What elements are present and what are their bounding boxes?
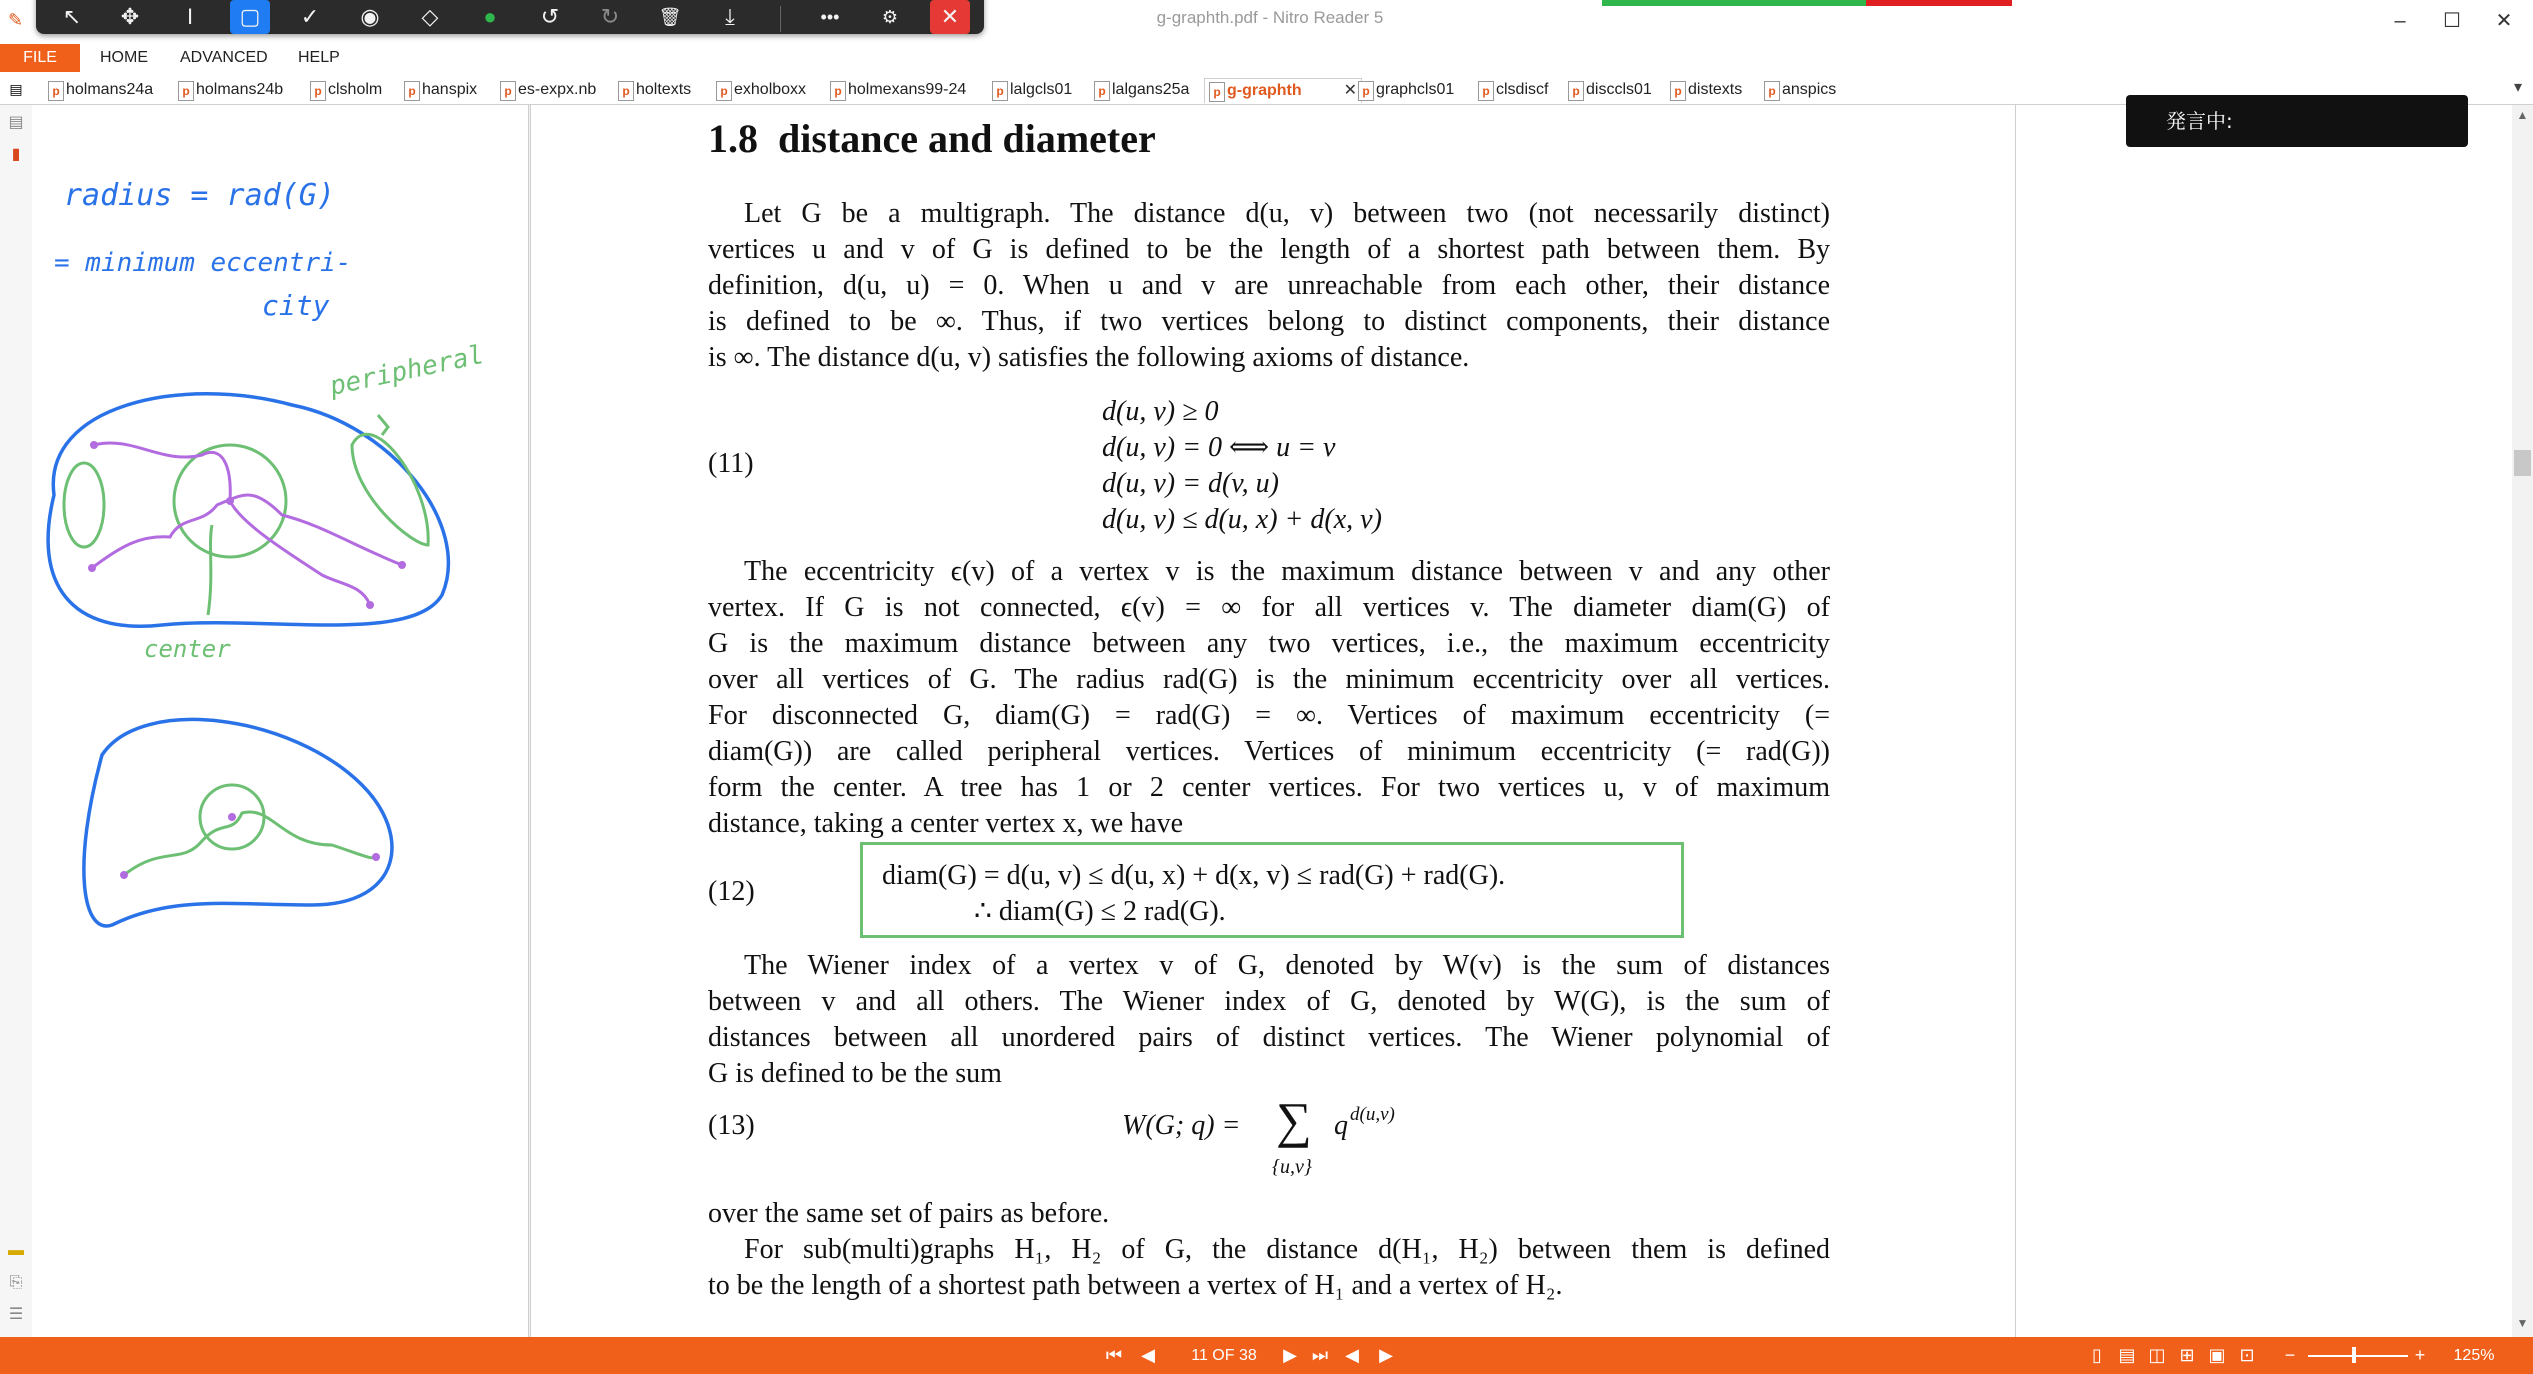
summation-subscript: {u,v} — [1272, 1156, 1312, 1178]
rectangle-tool-icon[interactable]: ▢ — [230, 0, 270, 34]
text-line: definition, d(u, u) = 0. When u and v are unreachable from each other, their distance — [708, 270, 1830, 301]
scroll-up-icon[interactable]: ▲ — [2516, 108, 2529, 122]
tab-clsholm[interactable] — [306, 78, 382, 102]
text-line: between v and all others. The Wiener index of G, denoted by W(G), is the sum of — [708, 986, 1830, 1017]
text-line: over the same set of pairs as before. — [708, 1198, 1110, 1229]
pdf-file-icon: p — [404, 81, 420, 101]
handwritten-sketch — [32, 105, 528, 1337]
equation-13-term: q — [1334, 1110, 1348, 1141]
text-line: The Wiener index of a vertex v of G, denoted by W(v) is the sum of distances — [744, 950, 1830, 981]
text-line: The eccentricity ϵ(v) of a vertex v is the maximum distance between v and any other — [744, 556, 1830, 587]
path-purple-2 — [94, 443, 230, 501]
text-line: distance, taking a center vertex x, we have — [708, 808, 1184, 839]
note-min-ecc-text: = minimum eccentri- — [54, 248, 352, 278]
peripheral-circle-right — [352, 434, 428, 545]
equation-line: ∴ diam(G) ≤ 2 rad(G). — [974, 896, 1226, 927]
tab-label: anspics — [1782, 81, 1837, 98]
minimize-button[interactable]: – — [2394, 10, 2406, 32]
tab-list-chevron-icon[interactable]: ▾ — [2513, 79, 2523, 96]
annotation-toolbar — [36, 0, 984, 34]
pdf-file-icon: p — [618, 81, 634, 101]
pages-panel-icon[interactable]: ▤ — [9, 81, 23, 97]
pdf-file-icon: p — [1478, 81, 1494, 101]
section-heading — [708, 115, 1156, 162]
tab-disccls01[interactable] — [1564, 78, 1652, 102]
tab-label: holmexans99-24 — [848, 81, 967, 98]
section-title: distance and diameter — [778, 116, 1156, 161]
pdf-file-icon: p — [716, 81, 732, 101]
settings-tool-icon[interactable]: ⚙ — [881, 7, 899, 27]
tab-label: es-expx.nb — [518, 81, 597, 98]
equation-13-exponent: d(u,v) — [1350, 1104, 1395, 1125]
text-line: form the center. A tree has 1 or 2 center vertices. For two vertices u, v of maximum — [708, 772, 1830, 803]
tab-label: graphcls01 — [1376, 81, 1455, 98]
bookmarks-icon[interactable]: ▮ — [11, 146, 21, 163]
check-tool-icon[interactable]: ✓ — [300, 4, 320, 29]
tab-distexts[interactable] — [1666, 78, 1742, 102]
text-line: diam(G)) are called peripheral vertices. Vertices of minimum eccentricity (= rad(G)) — [708, 736, 1830, 767]
tab-label: lalgcls01 — [1010, 81, 1073, 98]
section-number: 1.8 — [708, 116, 758, 161]
menu-help[interactable]: HELP — [298, 49, 340, 66]
equation-13-lhs: W(G; q) = — [1122, 1110, 1241, 1141]
note-center-text: center — [144, 635, 231, 663]
equation-11 — [1102, 394, 1382, 538]
fit-width-icon[interactable]: ⊡ — [2239, 1345, 2255, 1365]
vertex-dot — [226, 497, 234, 505]
close-window-button[interactable]: ✕ — [2495, 10, 2513, 32]
maximize-button[interactable]: ☐ — [2443, 10, 2461, 32]
vertical-scrollbar[interactable] — [2512, 105, 2533, 1337]
menu-advanced[interactable]: ADVANCED — [180, 49, 268, 66]
paragraph-closing — [708, 1196, 1830, 1304]
summation-symbol: ∑ — [1276, 1092, 1312, 1148]
tab-label: exholboxx — [734, 81, 807, 98]
two-page-continuous-icon[interactable]: ⊞ — [2179, 1345, 2195, 1365]
text-line: to be the length of a shortest path between a vertex of H₁ and a vertex of H₂. — [708, 1270, 1563, 1301]
equation-number-13: (13) — [708, 1110, 755, 1141]
progress-red-bar — [1866, 0, 2012, 6]
status-bar — [0, 1337, 2533, 1374]
equation-number-12: (12) — [708, 876, 755, 907]
pan-tool-icon[interactable]: ✥ — [120, 4, 140, 29]
last-page-icon[interactable]: ⏭ — [1311, 1345, 1329, 1365]
note-peripheral-text: peripheral — [327, 339, 487, 402]
pdf-file-icon: p — [1764, 81, 1780, 101]
zoom-out-icon[interactable]: − — [2284, 1345, 2296, 1365]
tab-lalgcls01[interactable] — [988, 78, 1072, 102]
equation-number-11: (11) — [708, 448, 754, 479]
equation-12 — [882, 858, 1505, 930]
back-view-icon[interactable]: ◀ — [1345, 1345, 1359, 1365]
page-indicator[interactable]: 11 OF 38 — [1191, 1347, 1257, 1364]
tab-label: distexts — [1688, 81, 1743, 98]
menu-home[interactable]: HOME — [100, 49, 148, 66]
scroll-down-icon[interactable]: ▼ — [2516, 1316, 2529, 1330]
toolbar-divider — [780, 6, 781, 32]
pdf-file-icon: p — [992, 81, 1008, 101]
menu-bar — [0, 44, 2533, 72]
left-side-rail — [0, 105, 33, 1337]
equation-line: diam(G) = d(u, v) ≤ d(u, x) + d(x, v) ≤ rad(G) + rad(G). — [882, 860, 1506, 891]
menu-file[interactable]: FILE — [0, 44, 80, 72]
note-city-text: city — [262, 289, 330, 322]
text-line: For sub(multi)graphs H₁, H₂ of G, the distance d(H₁, H₂) between them is defined — [744, 1234, 1830, 1265]
next-page-icon[interactable]: ▶ — [1283, 1345, 1297, 1365]
fit-page-icon[interactable]: ▣ — [2208, 1345, 2226, 1365]
tab-exholboxx[interactable] — [712, 78, 806, 102]
pointer-tool-icon[interactable]: ↖ — [62, 4, 82, 29]
pdf-file-icon: p — [178, 81, 194, 101]
peripheral-arrow — [378, 415, 388, 435]
tab-clsdiscf[interactable] — [1474, 78, 1548, 102]
text-select-tool-icon[interactable]: I — [186, 4, 194, 29]
tab-label: disccls01 — [1586, 81, 1652, 98]
first-page-icon[interactable]: ⏮ — [1105, 1345, 1123, 1365]
color-tool-icon[interactable]: ● — [483, 4, 497, 29]
pdf-file-icon: p — [1209, 82, 1225, 102]
vertex-dot — [366, 601, 374, 609]
zoom-slider-track[interactable] — [2308, 1355, 2408, 1357]
path-purple-1 — [92, 495, 402, 568]
equation-line: d(u, v) ≤ d(u, x) + d(x, v) — [1102, 504, 1382, 535]
previous-page-icon[interactable]: ◀ — [1141, 1345, 1155, 1365]
pdf-file-icon: p — [500, 81, 516, 101]
tab-holmans24b[interactable] — [174, 78, 283, 102]
graph-outline-2 — [84, 719, 392, 925]
peripheral-circle-left — [64, 463, 104, 547]
note-radius-text: radius = rad(G) — [64, 178, 335, 213]
download-tool-icon[interactable]: ⤓ — [725, 4, 735, 29]
tab-label: hanspix — [422, 81, 478, 98]
text-line: For disconnected G, diam(G) = rad(G) = ∞. Vertices of maximum eccentricity (= — [708, 700, 1830, 731]
vertex-dot — [228, 813, 236, 821]
pdf-file-icon: p — [1670, 81, 1686, 101]
speech-indicator: 発言中: — [2126, 95, 2468, 147]
pdf-file-icon: p — [48, 81, 64, 101]
equation-line: d(u, v) = 0 ⟺ u = v — [1102, 432, 1336, 463]
pdf-file-icon: p — [1094, 81, 1110, 101]
two-page-icon[interactable]: ◫ — [2148, 1345, 2166, 1365]
handwritten-notes-page — [32, 105, 529, 1337]
tab-graphcls01[interactable] — [1354, 78, 1454, 102]
tab-anspics[interactable] — [1760, 78, 1836, 102]
text-line: Let G be a multigraph. The distance d(u, v) between two (not necessarily distinct) — [744, 198, 1830, 229]
single-page-icon[interactable]: ▯ — [2092, 1345, 2102, 1365]
forward-view-icon[interactable]: ▶ — [1379, 1345, 1393, 1365]
pdf-file-icon: p — [1568, 81, 1584, 101]
text-line: vertex. If G is not connected, ϵ(v) = ∞ for all vertices v. The diameter diam(G) of — [708, 592, 1830, 623]
tab-lalgans25a[interactable] — [1090, 78, 1189, 102]
scrollbar-thumb[interactable] — [2514, 450, 2531, 476]
tab-label: clsdiscf — [1496, 81, 1549, 98]
text-line: G is defined to be the sum — [708, 1058, 1002, 1089]
text-line: vertices u and v of G is defined to be the length of a shortest path between them. By — [708, 234, 1830, 265]
progress-green-bar — [1602, 0, 1866, 6]
delete-tool-icon[interactable]: 🗑 — [658, 7, 682, 27]
tab-es-expx[interactable] — [496, 78, 596, 102]
center-pointer-line — [208, 525, 212, 615]
tab-label: g-graphth — [1227, 82, 1302, 99]
paragraph-wiener — [708, 948, 1830, 1092]
vertex-dot — [88, 564, 96, 572]
tab-holmexans99-24[interactable] — [826, 78, 966, 102]
vertex-dot — [398, 561, 406, 569]
tab-hanspix[interactable] — [400, 78, 477, 102]
layers-icon[interactable]: ☰ — [8, 1306, 24, 1323]
continuous-icon[interactable]: ▤ — [2118, 1345, 2136, 1365]
tab-holtexts[interactable] — [614, 78, 691, 102]
equation-line: d(u, v) ≥ 0 — [1102, 396, 1219, 427]
tab-label: clsholm — [328, 81, 383, 98]
zoom-slider-thumb[interactable] — [2352, 1347, 2356, 1363]
eraser-tool-icon[interactable]: ◇ — [421, 4, 439, 29]
pdf-file-icon: p — [830, 81, 846, 101]
tab-label: holmans24a — [66, 81, 154, 98]
equation-line: d(u, v) = d(v, u) — [1102, 468, 1279, 499]
paragraph-distance — [708, 196, 1830, 376]
vertex-dot — [120, 871, 128, 879]
text-line: is defined to be ∞. Thus, if two vertices belong to distinct components, their distance — [708, 306, 1830, 337]
stamp-tool-icon[interactable]: ◉ — [360, 4, 380, 29]
zoom-level[interactable]: 125% — [2453, 1347, 2495, 1364]
tab-close-icon[interactable]: ✕ — [1343, 82, 1357, 99]
comments-icon[interactable]: ▬ — [8, 1242, 24, 1259]
zoom-in-icon[interactable]: + — [2414, 1345, 2426, 1365]
tab-label: holmans24b — [196, 81, 284, 98]
attachments-icon[interactable]: ⎘ — [9, 1274, 23, 1291]
vertex-dot — [90, 441, 98, 449]
tab-label: lalgans25a — [1112, 81, 1190, 98]
nitro-logo-icon: ✎ — [8, 10, 24, 30]
close-tool-icon[interactable]: ✕ — [930, 0, 970, 34]
text-line: is ∞. The distance d(u, v) satisfies the following axioms of distance. — [708, 342, 1470, 373]
redo-tool-icon[interactable]: ↻ — [600, 4, 620, 29]
thumbnails-icon[interactable]: ▤ — [8, 114, 24, 131]
window-title: g-graphth.pdf - Nitro Reader 5 — [1156, 8, 1384, 27]
text-line: G is the maximum distance between any two vertices, i.e., the maximum eccentricity — [708, 628, 1830, 659]
tab-holmans24a[interactable] — [44, 78, 153, 102]
pdf-file-icon: p — [1358, 81, 1374, 101]
pdf-file-icon: p — [310, 81, 326, 101]
more-tool-icon[interactable]: ••• — [820, 7, 840, 27]
viewer-right-area — [2016, 105, 2512, 1337]
vertex-dot — [372, 853, 380, 861]
text-line: distances between all unordered pairs of distinct vertices. The Wiener polynomial of — [708, 1022, 1830, 1053]
text-line: over all vertices of G. The radius rad(G) is the minimum eccentricity over all vertices. — [708, 664, 1830, 695]
paragraph-eccentricity — [708, 554, 1830, 842]
tab-label: holtexts — [636, 81, 692, 98]
tab-g-graphth[interactable] — [1204, 78, 1362, 103]
undo-tool-icon[interactable]: ↺ — [540, 4, 560, 29]
